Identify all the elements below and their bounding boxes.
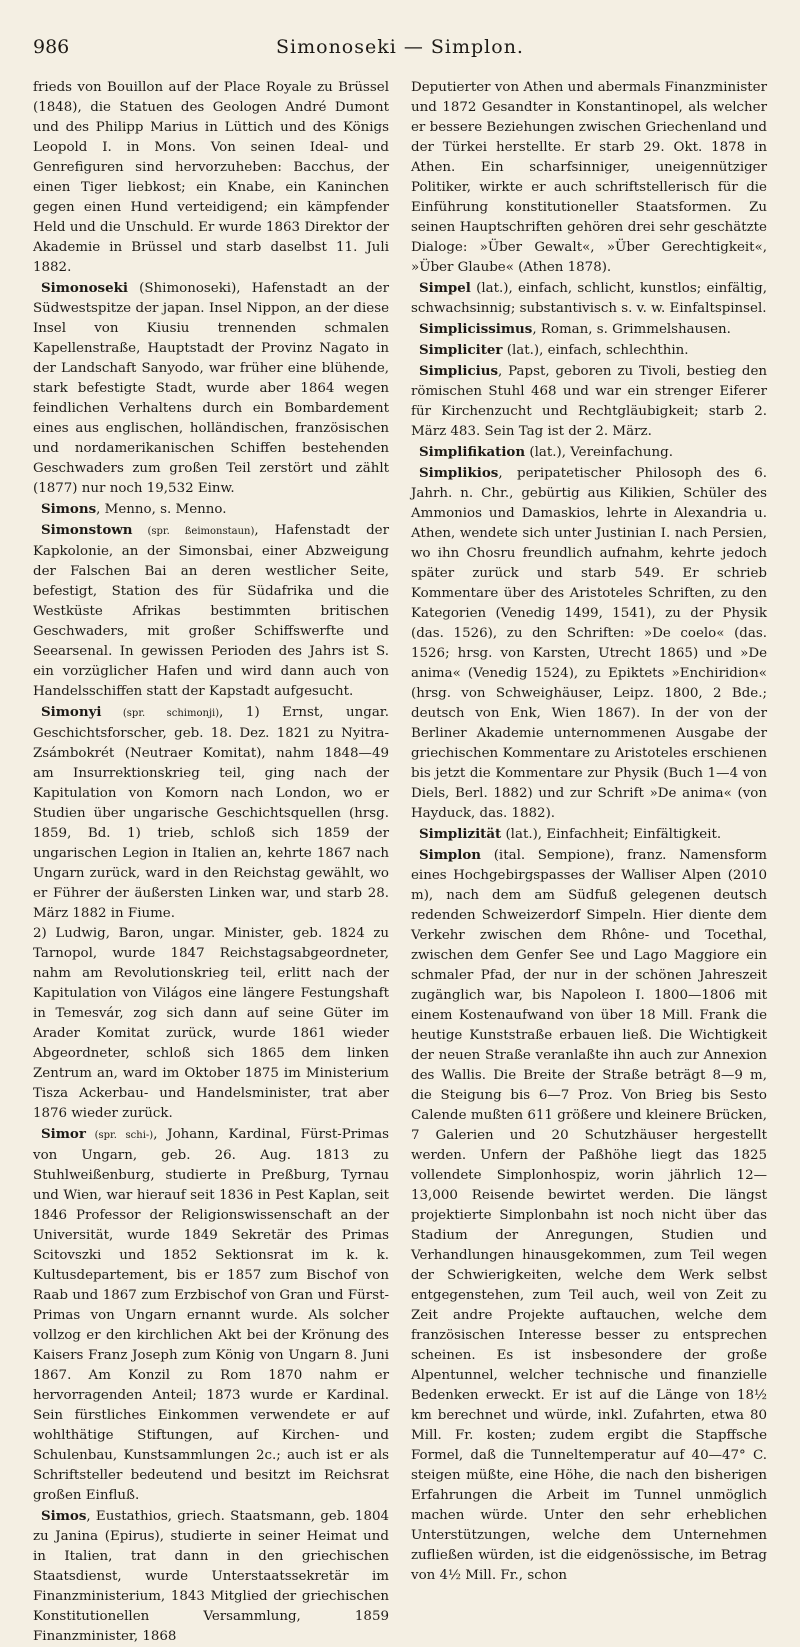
entry-headword: Simonyi [41, 704, 102, 720]
entry-headword: Simplifikation [419, 444, 526, 460]
entry-headword: Simplikios [419, 465, 499, 481]
page-header [33, 36, 767, 78]
entry-text: , Johann, Kardinal, Fürst-Primas von Ungarn, geb. 26. Aug. 1813 zu Stuhlweißenburg, studierte in Preßburg, Tyrnau und Wien, war hierauf seit 1836 in Pest Kaplan, seit 1846 Professor der Religionswissenschaft an der Universität, wurde 1849 Sekretär des Primas Scitovszki und 1852 Sektionsrat im k. k. Kultusdepartement, bis er 1857 zum Bischof von Raab und 1867 zum Erzbischof von Gran und Fürst-Primas von Ungarn ernannt wurde. Als solcher vollzog er den kirchlichen Akt bei der Krönung des Kaisers Franz Joseph zum König von Ungarn 8. Juni 1867. Am Konzil zu Rom 1870 nahm er hervorragenden Anteil; 1873 wurde er Kardinal. Sein fürstliches Einkommen verwendete er auf wohlthätige Stiftungen, auf Kirchen- und Schulenbau, Kunstsammlungen 2c.; auch ist er als Schriftsteller bedeutend und besitzt im Reichsrat großen Einfluß. [33, 1127, 389, 1503]
entry-headword: Simonstown [41, 522, 133, 538]
entry-text: , Hafenstadt der Kapkolonie, an der Simonsbai, einer Abzweigung der Falschen Bai an deren westlicher Seite, befestigt, Station des für Südafrika und die Westküste Afrikas bestimmten britischen Geschwaders, mit großer Schiffswerfte und Seearsenal. In gewissen Perioden des Jahrs ist S. ein vorzüglicher Hafen und wird dann auch von Handelsschiffen statt der Kapstadt aufgesucht. [33, 523, 389, 699]
entry-headword: Simons [41, 501, 97, 517]
page-number: 986 [33, 36, 70, 58]
dictionary-entry [411, 845, 767, 1586]
entry-text: (ital. Sempione), franz. Namensform eines Hochgebirgspasses der Walliser Alpen (2010 m), nach dem am Südfuß gelegenen deutsch redenden Schweizerdorf Simpeln. Hier diente dem Verkehr zwischen dem Rhône- und Tocethal, zwischen dem Genfer See und Lago Maggiore ein schmaler Pfad, der nur in der schönen Jahreszeit zugänglich war, bis Napoleon I. 1800—1806 mit einem Kostenaufwand von über 18 Mill. Frank die heutige Kunststraße erbauen ließ. Die Wichtigkeit der neuen Straße veranlaßte ihn auch zur Annexion des Wallis. Die Breite der Straße beträgt 8—9 m, die Steigung bis 6—7 Proz. Von Brieg bis Sesto Calende mußten 611 größere und kleinere Brücken, 7 Galerien und 20 Schutzhäuser hergestellt werden. Unfern der Paßhöhe liegt das 1825 vollendete Simplonhospiz, worin jährlich 12—13,000 Reisende bewirtet werden. Die längst projektierte Simplonbahn ist noch nicht über das Stadium der Anregungen, Studien und Verhandlungen hinausgekommen, zum Teil wegen der Schwierigkeiten, welche dem Werk selbst entgegenstehen, zum Teil auch, weil von Zeit zu Zeit andre Projekte auftauchen, welche dem französischen Interesse besser zu entsprechen scheinen. Es ist insbesondere der große Alpentunnel, welcher technische und finanzielle Bedenken erweckt. Er ist auf die Länge von 18½ km berechnet und würde, inkl. Zufahrten, etwa 80 Mill. Fr. kosten; zudem ergibt die Stapffsche Formel, daß die Tunneltemperatur auf 40—47° C. steigen müßte, eine Höhe, die nach den bisherigen Erfahrungen die Arbeit im Tunnel unmöglich machen würde. Unter den sehr erheblichen Unterstützungen, welche dem Unternehmen zufließen würden, ist die eidgenössische, im Betrag von 4½ Mill. Fr., schon [411, 848, 767, 1583]
left-column [33, 78, 389, 1647]
entry-text: , Papst, geboren zu Tivoli, bestieg den römischen Stuhl 468 und war ein strenger Eiferer für Kirchenzucht und Rechtgläubigkeit; starb 2. März 483. Sein Tag ist der 2. März. [411, 364, 767, 439]
entry-headword: Simpel [419, 280, 471, 296]
entry-text: (lat.), Einfachheit; Einfältigkeit. [501, 827, 722, 842]
entry-text: (lat.), einfach, schlechthin. [502, 343, 689, 358]
entry-text: frieds von Bouillon auf der Place Royale zu Brüssel (1848), die Statuen des Geologen André Dumont und des Philipp Marius in Lüttich und des Königs Leopold I. in Mons. Von seinen Ideal- und Genrefiguren sind hervorzuheben: Bacchus, der einen Tiger liebkost; ein Knabe, ein Kaninchen gegen einen Hund verteidigend; ein kämpfender Held und die Unschuld. Er wurde 1863 Direktor der Akademie in Brüssel und starb daselbst 11. Juli 1882. [33, 80, 389, 275]
dictionary-entry [33, 924, 389, 1124]
entry-pronunciation: (spr. schi-) [85, 1130, 154, 1141]
right-column [411, 78, 767, 1647]
entry-text: , peripatetischer Philosoph des 6. Jahrh. n. Chr., gebürtig aus Kilikien, Schüler des Ammonios und Damaskios, lehrte in Alexandria u. Athen, wendete sich unter Justinian I. nach Persien, wo ihn Chosru freundlich aufnahm, kehrte jedoch später zurück und starb 549. Er schrieb Kommentare über des Aristoteles Schriften, zu den Kategorien (Venedig 1499, 1541), zu der Physik (das. 1526), zu den Schriften: »De coelo« (das. 1526; hrsg. von Karsten, Utrecht 1865) und »De anima« (Venedig 1524), zu Epiktets »Enchiridion« (hrsg. von Schweighäuser, Leipz. 1800, 2 Bde.; deutsch von Enk, Wien 1867). In der von der Berliner Akademie unternommenen Ausgabe der griechischen Kommentare zu Aristoteles erschienen bis jetzt die Kommentare zur Physik (Buch 1—4 von Diels, Berl. 1882) und zur Schrift »De anima« (von Hayduck, das. 1882). [411, 466, 767, 821]
entry-text: Deputierter von Athen und abermals Finanzminister und 1872 Gesandter in Konstantinopel, als welcher er bessere Beziehungen zwischen Griechenland und der Türkei herstellte. Er starb 29. Okt. 1878 in Athen. Ein scharfsinniger, uneigennütziger Politiker, wirkte er auch schriftstellerisch für die Einführung konstitutioneller Staatsformen. Zu seinen Hauptschriften gehören drei sehr geschätzte Dialoge: »Über Gewalt«, »Über Gerechtigkeit«, »Über Glaube« (Athen 1878). [411, 80, 767, 275]
dictionary-entry [33, 1506, 389, 1647]
entry-text: , Menno, s. Menno. [96, 502, 227, 517]
entry-text: (lat.), einfach, schlicht, kunstlos; einfältig, schwachsinnig; substantivisch s. v. w. Einfaltspinsel. [411, 281, 767, 316]
entry-headword: Simplicius [419, 363, 498, 379]
entry-text: , 1) Ernst, ungar. Geschichtsforscher, geb. 18. Dez. 1821 zu Nyitra-Zsámbokrét (Neutraer Komitat), nahm 1848—49 am Insurrektionskrieg teil, ging nach der Kapitulation von Komorn nach London, wo er Studien über ungarische Geschichtsquellen (hrsg. 1859, Bd. 1) trieb, schloß sich 1859 der ungarischen Legion in Italien an, kehrte 1867 nach Ungarn zurück, ward in den Reichstag gewählt, wo er Führer der äußersten Linken war, und starb 28. März 1882 in Fiume. [33, 705, 389, 921]
dictionary-entry [33, 78, 389, 278]
entry-headword: Simplizität [419, 826, 502, 842]
dictionary-entry [411, 463, 767, 824]
entry-text: , Roman, s. Grimmelshausen. [532, 322, 731, 337]
entry-pronunciation: (spr. schimonji) [101, 708, 220, 719]
entry-headword: Simonoseki [41, 280, 128, 296]
entry-headword: Simplicissimus [419, 321, 533, 337]
dictionary-entry [411, 78, 767, 278]
entry-text: , Eustathios, griech. Staatsmann, geb. 1804 zu Janina (Epirus), studierte in seiner Heimat und in Italien, trat dann in den griechischen Staatsdienst, wurde Unterstaatssekretär im Finanzministerium, 1843 Mitglied der griechischen Konstitutionellen Versammlung, 1859 Finanzminister, 1868 [33, 1509, 389, 1644]
dictionary-entry [411, 340, 767, 361]
entry-headword: Simplon [419, 847, 482, 863]
entry-headword: Simos [41, 1508, 87, 1524]
running-title: Simonoseki — Simplon. [276, 36, 524, 58]
entry-headword: Simor [41, 1126, 86, 1142]
dictionary-entry [411, 442, 767, 463]
entry-headword: Simpliciter [419, 342, 503, 358]
dictionary-entry [33, 520, 389, 702]
dictionary-entry [411, 319, 767, 340]
dictionary-entry [33, 499, 389, 520]
dictionary-entry [411, 278, 767, 319]
dictionary-entry [33, 702, 389, 924]
dictionary-entry [33, 278, 389, 499]
entry-text: (Shimonoseki), Hafenstadt an der Südwestspitze der japan. Insel Nippon, an der diese Insel von Kiusiu trennenden schmalen Kapellenstraße, Hauptstadt der Provinz Nagato in der Landschaft Sanyodo, war früher eine blühende, stark befestigte Stadt, wurde aber 1864 wegen feindlichen Verhaltens durch ein Bombardement eines aus englischen, holländischen, französischen und nordamerikanischen Schiffen bestehenden Geschwaders zum großen Teil zerstört und zählt (1877) nur noch 19,532 Einw. [33, 281, 389, 496]
dictionary-entry [411, 361, 767, 442]
entry-text: 2) Ludwig, Baron, ungar. Minister, geb. 1824 zu Tarnopol, wurde 1847 Reichstagsabgeordneter, nahm am Revolutionskrieg teil, erlitt nach der Kapitulation von Világos eine längere Festungshaft in Temesvár, zog sich dann auf seine Güter im Arader Komitat zurück, wurde 1861 wieder Abgeordneter, schloß sich 1865 dem linken Zentrum an, ward im Oktober 1875 im Ministerium Tisza Ackerbau- und Handelsminister, trat aber 1876 wieder zurück. [33, 926, 389, 1121]
dictionary-entry [33, 1124, 389, 1506]
text-columns [33, 78, 767, 1647]
entry-pronunciation: (spr. ßeimonstaun) [132, 526, 255, 537]
dictionary-entry [411, 824, 767, 845]
entry-text: (lat.), Vereinfachung. [525, 445, 673, 460]
